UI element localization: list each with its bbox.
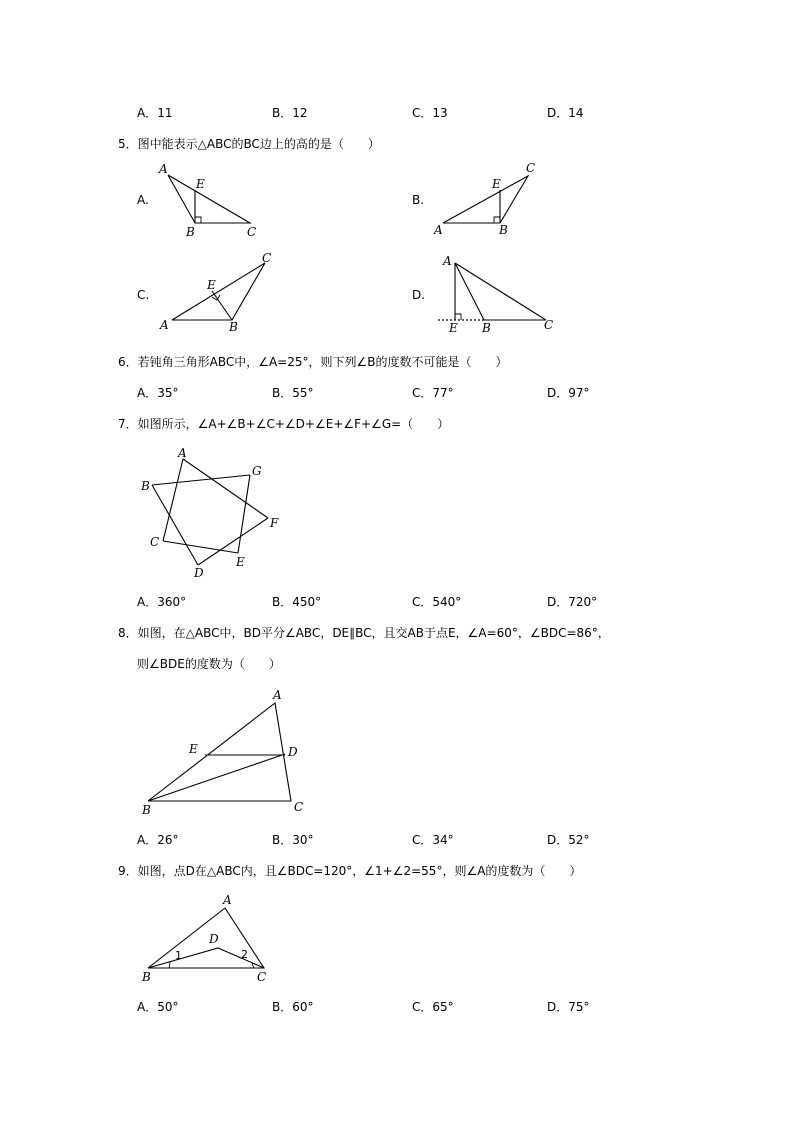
q7-point-f: F [270,516,279,530]
q8-stem-line-2: 则∠BDE的度数为（ ） [137,657,281,671]
q8-option-b: B．30° [272,833,314,847]
q7-point-g: G [252,464,262,478]
q6-stem: 6．若钝角三角形ABC中，∠A=25°，则下列∠B的度数不可能是（ ） [118,355,508,369]
q8-point-c: C [294,800,304,814]
q9-point-a: A [223,893,232,907]
q5-fig-c-label: C. [137,288,150,302]
q5d-point-b: B [482,321,491,335]
q9-point-b: B [142,970,151,984]
q9-option-c: C．65° [412,1000,454,1014]
q7-option-c: C．540° [412,595,462,609]
q8-point-e: E [189,742,198,756]
q5c-point-c: C [262,251,272,265]
q8-option-c: C．34° [412,833,454,847]
q5-fig-d-label: D. [412,288,426,302]
q7-point-c: C [150,535,160,549]
q4-option-a: A．11 [137,106,173,120]
q7-point-d: D [194,566,204,580]
q5a-point-e: E [196,177,205,191]
q9-option-d: D．75° [547,1000,590,1014]
q7-stem: 7．如图所示，∠A+∠B+∠C+∠D+∠E+∠F+∠G=（ ） [118,417,450,431]
q6-option-b: B．55° [272,386,314,400]
q7-option-d: D．720° [547,595,598,609]
q8-option-d: D．52° [547,833,590,847]
q5a-point-c: C [247,225,257,239]
q9-point-d: D [209,932,219,946]
q5-fig-b-label: B. [412,193,425,207]
q9-angle-1: 1 [175,949,182,962]
q8-point-a: A [273,688,282,702]
q5b-point-e: E [492,177,501,191]
q4-option-b: B．12 [272,106,308,120]
q5-stem: 5．图中能表示△ABC的BC边上的高的是（ ） [118,137,380,151]
q5a-point-b: B [186,225,195,239]
q7-point-e: E [236,555,245,569]
q7-point-a: A [178,446,187,460]
q7-point-b: B [141,479,150,493]
q5b-point-b: B [499,223,508,237]
q5c-point-b: B [229,320,238,334]
q5d-point-c: C [544,318,554,332]
q9-point-c: C [257,970,267,984]
q5d-point-e: E [449,321,458,335]
q5b-point-a: A [434,223,443,237]
q5b-point-c: C [526,161,536,175]
q7-option-b: B．450° [272,595,322,609]
q6-option-d: D．97° [547,386,590,400]
q8-point-d: D [288,745,298,759]
q9-option-b: B．60° [272,1000,314,1014]
q5c-point-e: E [207,278,216,292]
q9-option-a: A．50° [137,1000,179,1014]
q8-stem-line-1: 8．如图，在△ABC中，BD平分∠ABC，DE∥BC，且交AB于点E，∠A=60°，∠BDC=86°， [118,626,610,640]
q9-angle-2: 2 [241,948,248,961]
q8-option-a: A．26° [137,833,179,847]
q5c-point-a: A [160,318,169,332]
q4-option-d: D．14 [547,106,584,120]
q5d-point-a: A [443,254,452,268]
q8-point-b: B [142,803,151,817]
q5a-point-a: A [159,162,168,176]
q7-option-a: A．360° [137,595,187,609]
q6-option-c: C．77° [412,386,454,400]
q9-stem: 9．如图，点D在△ABC内，且∠BDC=120°，∠1+∠2=55°，则∠A的度数为（ ） [118,864,582,878]
q4-option-c: C．13 [412,106,448,120]
q5-fig-a-label: A. [137,193,149,207]
q6-option-a: A．35° [137,386,179,400]
